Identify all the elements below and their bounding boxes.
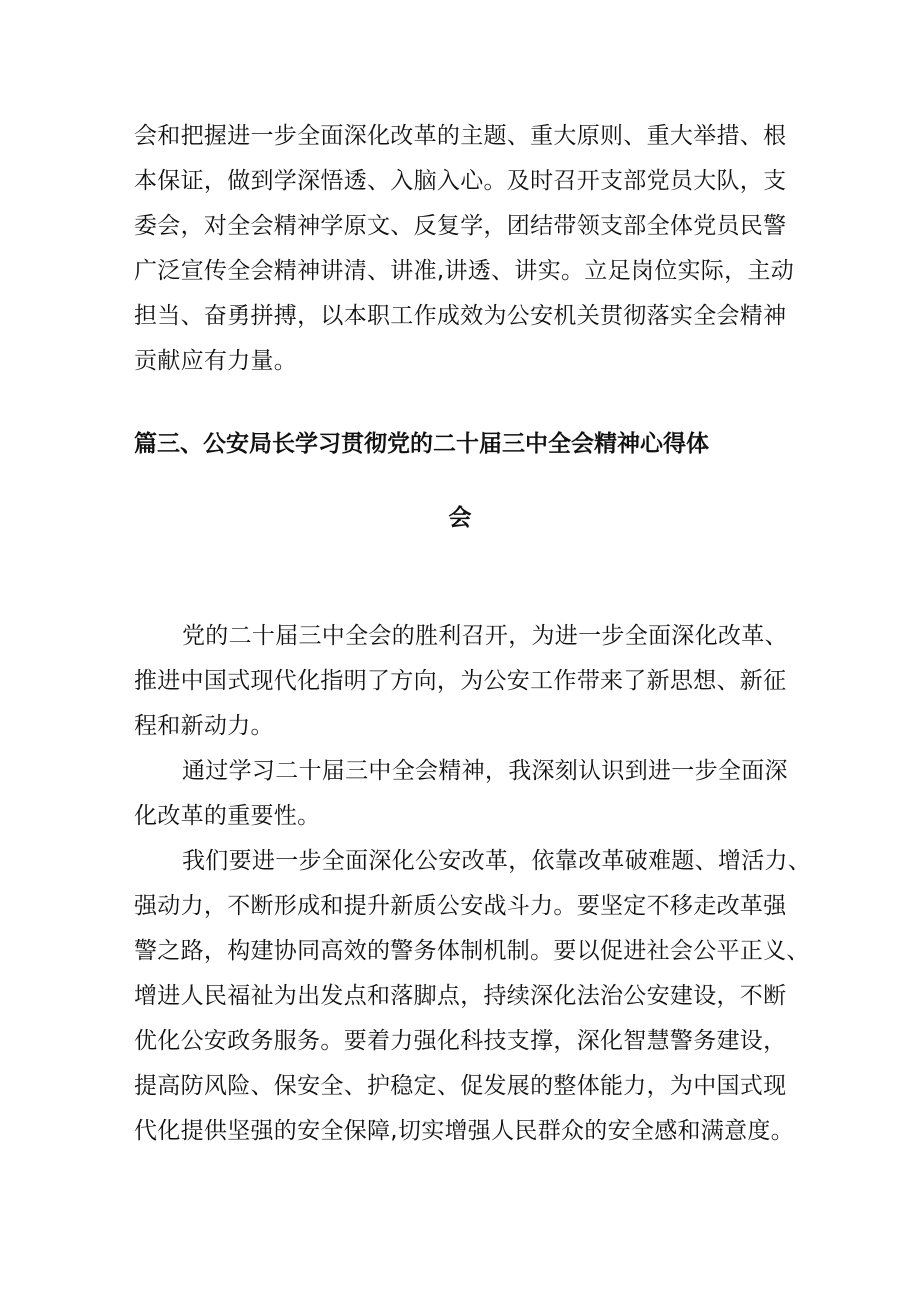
section-heading-continuation: 会: [448, 505, 472, 531]
continuation-paragraph: [134, 114, 794, 384]
paragraph-line: 本保证，做到学深悟透、入脑入心。及时召开支部党员大队，支: [134, 168, 787, 194]
paragraph-line: 担当、奋勇拼搏，以本职工作成效为公安机关贯彻落实全会精神: [134, 303, 787, 329]
section-heading: 篇三、公安局长学习贯彻党的二十届三中全会精神心得体: [134, 431, 709, 457]
paragraph-line: 推进中国式现代化指明了方向，为公安工作带来了新思想、新征: [134, 668, 787, 694]
paragraph-line: 通过学习二十届三中全会精神，我深刻认识到进一步全面深: [182, 758, 788, 784]
paragraph-line: 我们要进一步全面深化公安改革，依靠改革破难题、增活力、: [182, 848, 812, 874]
paragraph-line: 贡献应有力量。: [134, 348, 298, 374]
paragraph-line: 代化提供坚强的安全保障,切实增强人民群众的安全感和满意度。: [134, 1118, 795, 1144]
body-paragraph-2: [134, 749, 794, 839]
paragraph-line: 会和把握进一步全面深化改革的主题、重大原则、重大举措、根: [134, 123, 787, 149]
paragraph-line: 强动力，不断形成和提升新质公安战斗力。要坚定不移走改革强: [134, 893, 787, 919]
paragraph-line: 优化公安政务服务。要着力强化科技支撑，深化智慧警务建设，: [134, 1028, 787, 1054]
paragraph-line: 程和新动力。: [134, 713, 274, 739]
paragraph-line: 增进人民福祉为出发点和落脚点，持续深化法治公安建设，不断: [134, 983, 787, 1009]
paragraph-line: 委会，对全会精神学原文、反复学，团结带领支部全体党员民警: [134, 213, 787, 239]
paragraph-line: 广泛宣传全会精神讲清、讲准,讲透、讲实。立足岗位实际，主动: [134, 258, 795, 284]
paragraph-line: 提高防风险、保安全、护稳定、促发展的整体能力，为中国式现: [134, 1073, 787, 1099]
body-paragraph-1: [134, 614, 794, 749]
paragraph-line: 化改革的重要性。: [134, 803, 321, 829]
paragraph-line: 警之路，构建协同高效的警务体制机制。要以促进社会公平正义、: [134, 938, 810, 964]
paragraph-line: 党的二十届三中全会的胜利召开，为进一步全面深化改革、: [182, 623, 788, 649]
body-paragraph-3: [134, 839, 812, 1154]
